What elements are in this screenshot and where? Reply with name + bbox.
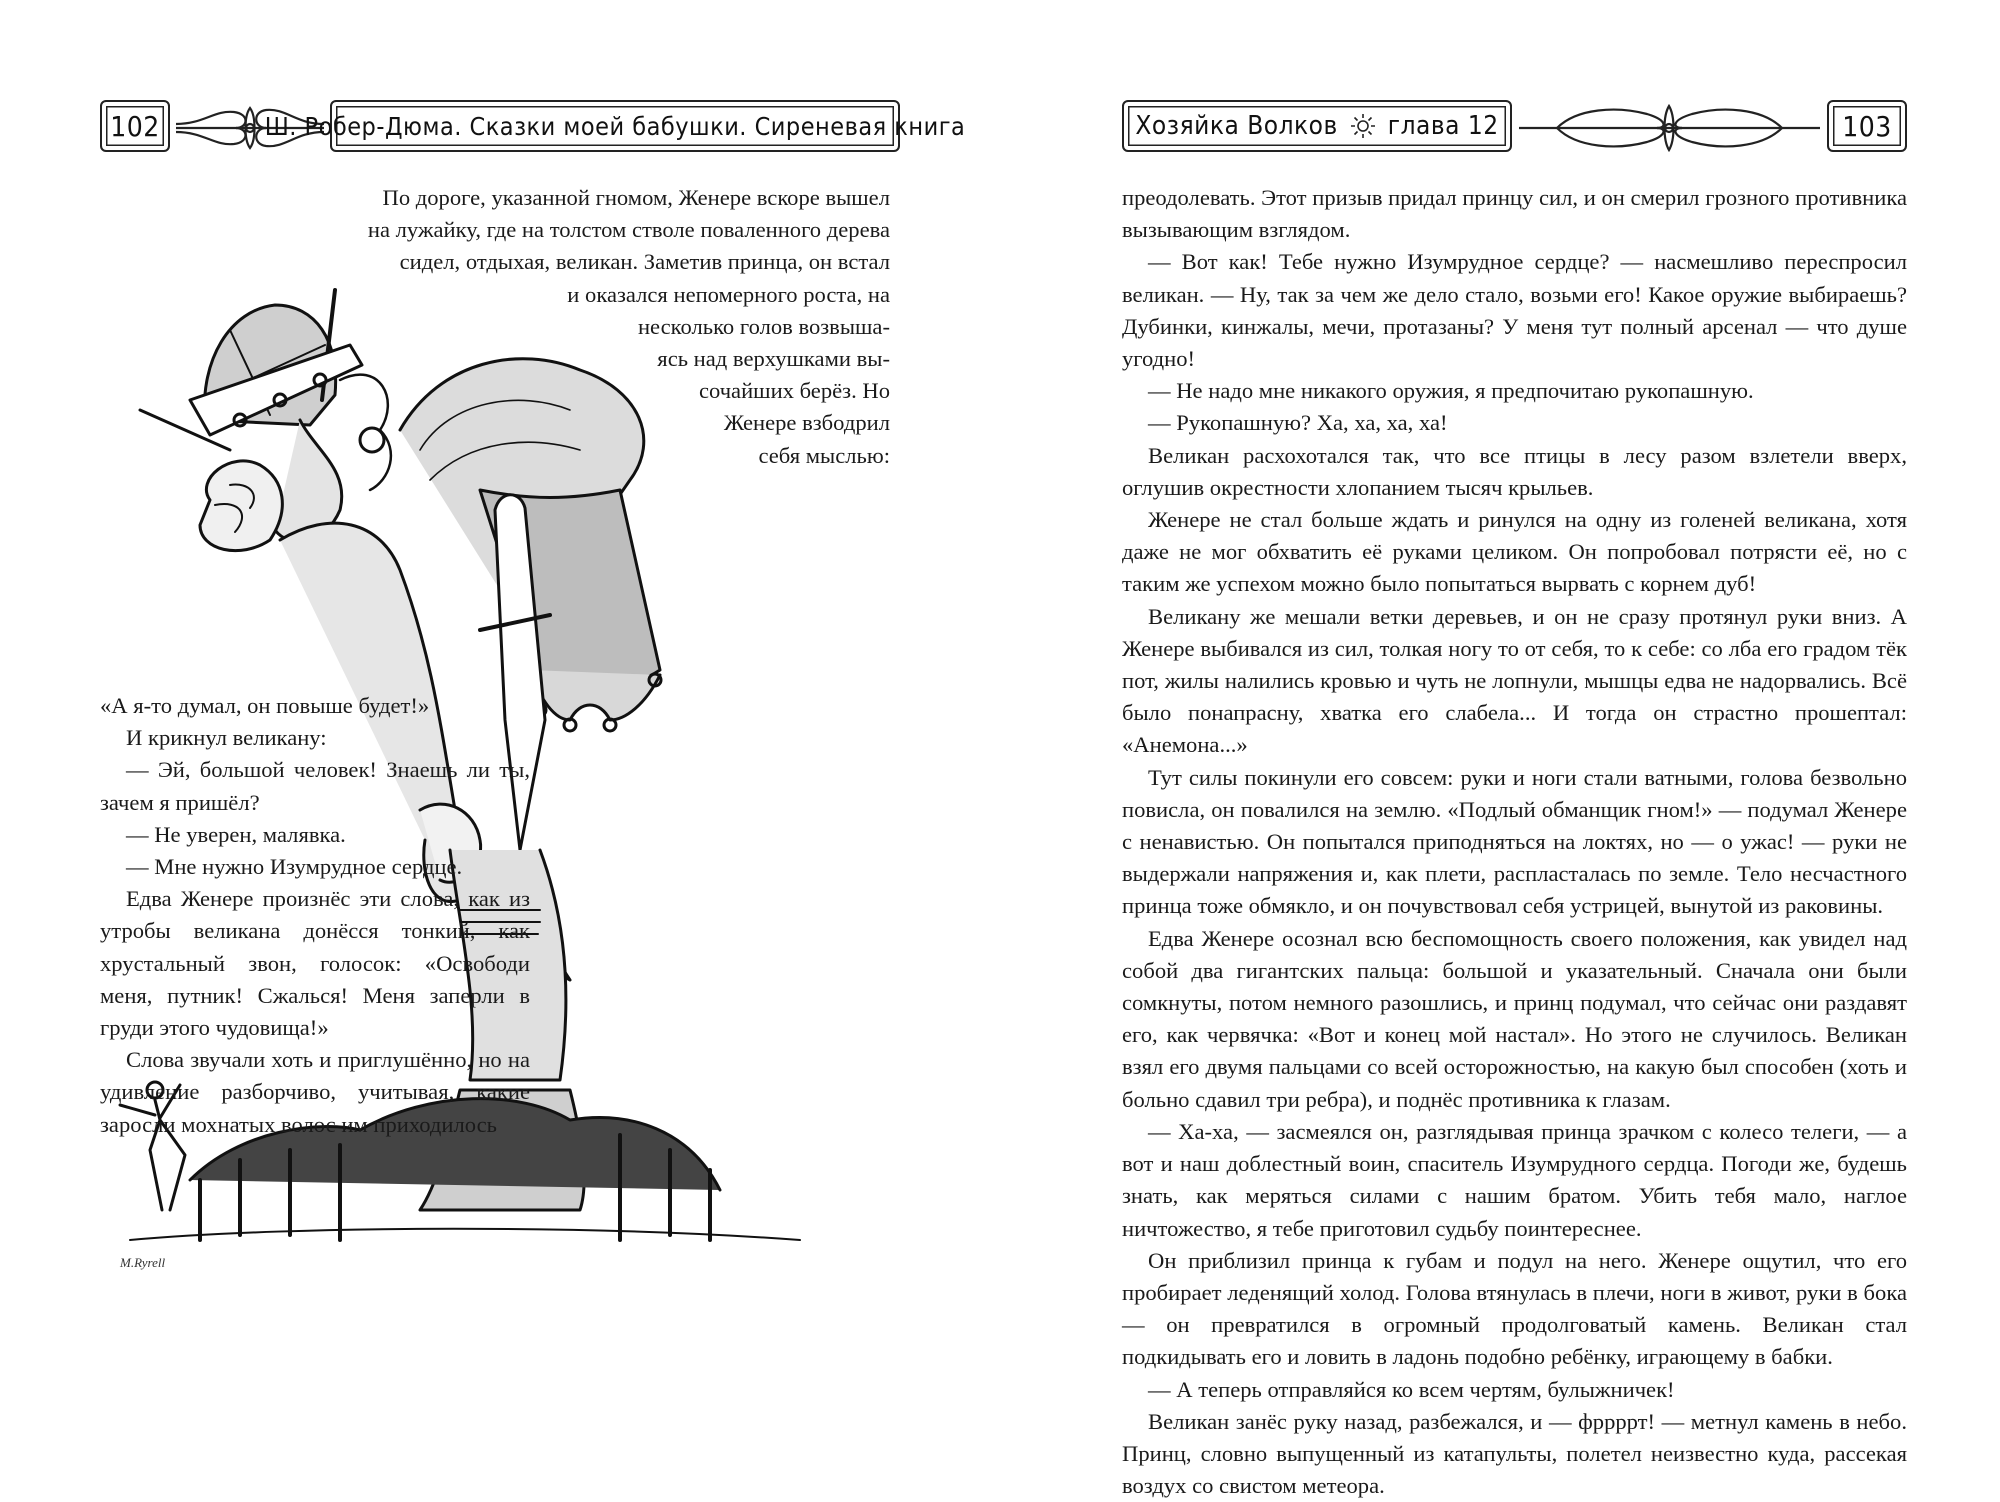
paragraph: Едва Женере произнёс эти слова, как из утробы великана донёсся тонкий, как хрустальный звон, голосок: «Освободи меня, путник! Сжалься! Меня заперли в груди этого чудовища!» — [100, 886, 530, 1041]
paragraph: Едва Женере осознал всю беспомощность своего положения, как увидел над собой два гигантских пальца: большой и указательный. Сначала они были сомкнуты, потом немного разошлись, и принц подумал, что сейчас они раздавят его, как червячка: «Вот и конец мой настал». Но этого не случилось. Великан взял его двумя пальцами со всей осторожностью, на какую был способен (хоть и больно сдавил три ребра), и поднёс противника к глазам. — [1122, 925, 1907, 1112]
running-title-box — [264, 100, 966, 152]
text-line: Женере взбодрил — [723, 410, 890, 436]
paragraph: — Не уверен, малявка. — [126, 821, 346, 847]
paragraph: Великан расхохотался так, что все птицы в лесу разом взлетели вверх, оглушив окрестности хлопанием тысяч крыльев. — [1122, 442, 1907, 500]
header-ornament-icon — [1517, 100, 1822, 156]
paragraph: — А теперь отправляйся ко всем чертям, булыжничек! — [1148, 1376, 1675, 1402]
text-line: сочайших берёз. Но — [698, 378, 890, 404]
running-title: Ш. Робер-Дюма. Сказки моей бабушки. Сиреневая книга — [264, 111, 966, 141]
left-running-header — [100, 100, 966, 156]
paragraph: — Рукопашную? Ха, ха, ха, ха! — [1148, 410, 1448, 436]
paragraph: — Эй, большой человек! Знаешь ли ты, зачем я пришёл? — [100, 757, 530, 815]
paragraph: Великану же мешали ветки деревьев, и он не сразу протянул руки вниз. А Женере выбивался из сил, толкая ногу то от себя, то к себе: со лба его градом тёк пот, жилы налились кровью и чуть не лопнули, мышцы едва не надорвались. Всё было понапрасну, хватка его слабела... И тогда он страстно прошептал: «Анемона...» — [1122, 603, 1907, 758]
signature-text: M.Ryrell — [120, 1255, 166, 1270]
left-page — [0, 0, 1000, 1412]
paragraph: Слова звучали хоть и приглушённо, но на удивление разборчиво, учитывая, какие заросли мохнатых волос им приходилось — [100, 1047, 530, 1137]
page-number: 103 — [1842, 109, 1892, 143]
page-number: 102 — [110, 109, 160, 143]
text-line: на лужайку, где на толстом стволе поваленного дерева — [367, 217, 890, 243]
text-line: ясь над верхушками вы- — [657, 346, 890, 372]
chapter-label: глава 12 — [1387, 111, 1499, 141]
text-line: По дороге, указанной гномом, Женере вскоре вышел — [382, 185, 890, 210]
chapter-title-box — [1122, 100, 1512, 152]
paragraph: И крикнул великану: — [126, 725, 327, 751]
paragraph: «А я-то думал, он повыше будет!» — [100, 693, 430, 718]
running-title: Хозяйка Волков — [1135, 111, 1338, 141]
text-line: сидел, отдыхая, великан. Заметив принца, он встал — [399, 249, 890, 275]
page-number-box — [1827, 100, 1907, 152]
right-page — [1000, 0, 2000, 1499]
page-number-box — [100, 100, 170, 152]
paragraph: — Не надо мне никакого оружия, я предпочитаю рукопашную. — [1148, 378, 1754, 404]
paragraph: преодолевать. Этот призыв придал принцу сил, и он смерил грозного противника вызывающим взглядом. — [1122, 185, 1907, 243]
right-running-header — [1122, 100, 1907, 156]
paragraph: — Ха-ха, — засмеялся он, разглядывая принца зрачком с колесо телеги, — а вот и наш доблестный воин, спаситель Изумрудного сердца. Погоди же, будешь знать, как меряться силами с нашим братом. Убить тебя мало, наглое ничтожество, я тебе приготовил судьбу поинтереснее. — [1122, 1118, 1907, 1241]
paragraph: Женере не стал больше ждать и ринулся на одну из голеней великана, хотя даже не мог обхватить её руками целиком. Он попробовал потрясти её, но с таким же успехом можно было попытаться вырвать с корнем дуб! — [1122, 507, 1907, 597]
paragraph: — Мне нужно Изумрудное сердце. — [126, 854, 463, 880]
paragraph: Великан занёс руку назад, разбежался, и — фррррт! — метнул камень в небо. Принц, словно выпущенный из катапульты, полетел неизвестно куда, рассекая воздух со свистом метеора. — [1122, 1408, 1907, 1499]
paragraph: Тут силы покинули его совсем: руки и ноги стали ватными, голова безвольно повисла, он повалился на землю. «Подлый обманщик гном!» — подумал Женере с ненавистью. Он попытался приподняться на локтях, но — о ужас! — руки не выдержали напряжения и, как плети, распласталась по земле. Тело несчастного принца тоже обмякло, и он почувствовал себя устрицей, вынутой из раковины. — [1122, 764, 1907, 919]
sun-ornament-icon — [1350, 113, 1376, 139]
text-line: и оказался непомерного роста, на — [567, 281, 890, 307]
left-body-text — [100, 690, 530, 1141]
right-body-text — [1122, 182, 1907, 1502]
text-line: несколько голов возвыша- — [637, 313, 890, 339]
paragraph: Он приблизил принца к губам и подул на него. Женере ощутил, что его пробирает леденящий холод. Голова втянулась в плечи, ноги в живот, руки в бока — он превратился в огромный продолговатый камень. Великан стал подкидывать его и ловить в ладонь подобно ребёнку, играющему в бабки. — [1122, 1247, 1907, 1370]
illustrator-signature — [120, 1255, 165, 1271]
paragraph: — Вот как! Тебе нужно Изумрудное сердце? — насмешливо переспросил великан. — Ну, так за чем же дело стало, возьми его! Какое оружие выбираешь? Дубинки, кинжалы, мечи, протазаны? У меня тут полный арсенал — что душе угодно! — [1122, 249, 1907, 372]
text-line: себя мыслью: — [758, 442, 890, 468]
